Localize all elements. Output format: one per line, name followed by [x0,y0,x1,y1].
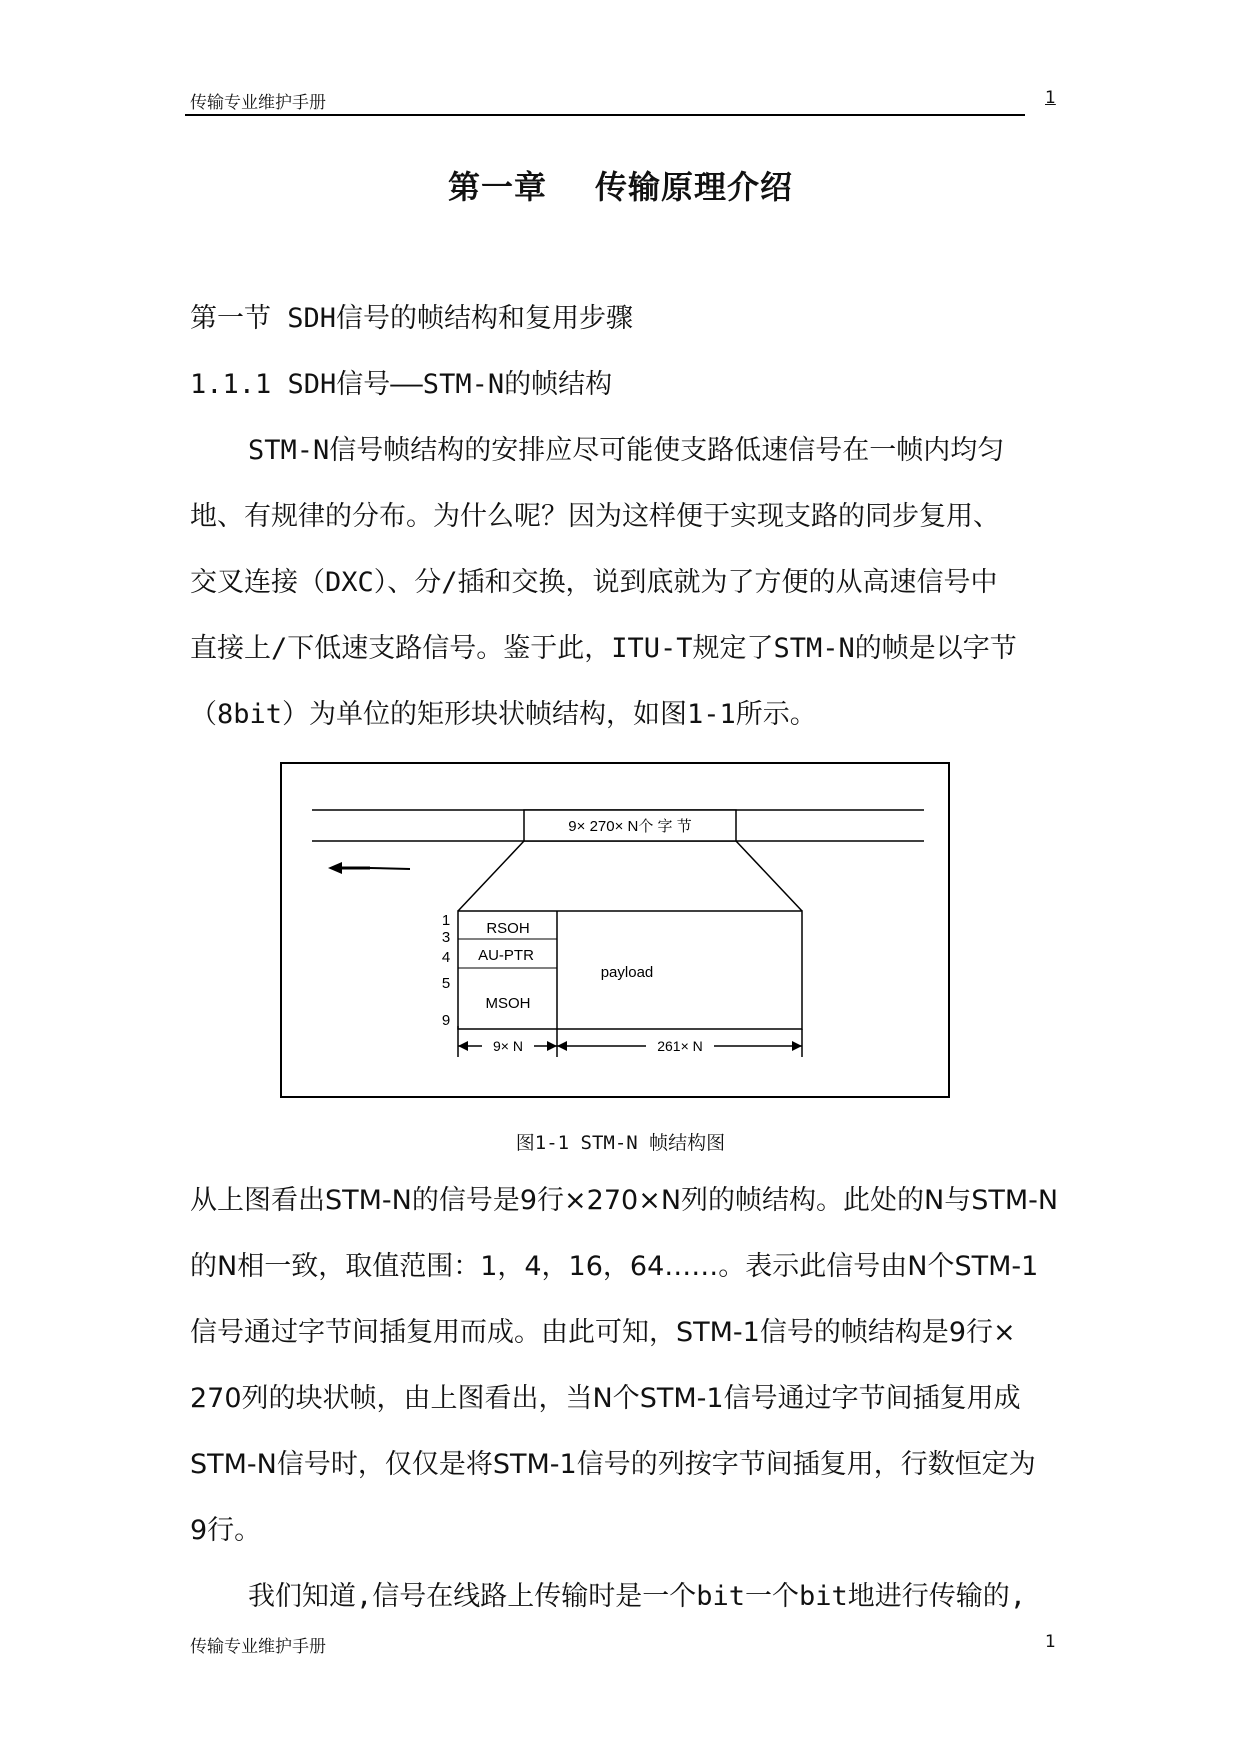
paragraph-line: 我们知道,信号在线路上传输时是一个bit一个bit地进行传输的, [248,1581,1027,1612]
expansion-line-left [458,841,524,911]
chapter-name: 传输原理介绍 [595,168,794,206]
header-rule [185,114,1025,116]
section-title: 第一节 SDH信号的帧结构和复用步骤 [190,303,634,334]
direction-arrow-head [328,862,342,874]
frame-structure-diagram [282,764,948,1096]
frame-structure-figure [280,762,950,1098]
header-page-number: 1 [1045,88,1056,108]
row-number: 5 [441,975,451,992]
direction-arrow-tail [370,868,410,869]
dim-arrow [792,1041,802,1051]
paragraph-line: 地、有规律的分布。为什么呢？因为这样便于实现支路的同步复用、 [190,501,1000,532]
paragraph-line: STM-N信号帧结构的安排应尽可能使支路低速信号在一帧内均匀 [248,435,1005,466]
msoh-label: MSOH [485,995,531,1012]
row-number: 1 [441,912,451,929]
auptr-label: AU-PTR [478,947,534,964]
dim-arrow [557,1041,567,1051]
paragraph-line: 直接上/下低速支路信号。鉴于此，ITU-T规定了STM-N的帧是以字节 [190,633,1017,664]
payload-label: payload [600,964,654,981]
paragraph-line: 9行。 [190,1515,262,1546]
rsoh-label: RSOH [486,920,530,937]
dim-left-label: 9× N [493,1038,523,1054]
paragraph-line: 交叉连接（DXC）、分/插和交换，说到底就为了方便的从高速信号中 [190,567,998,598]
frame-length-label: 9× 270× N个 字 节 [568,818,692,835]
dim-arrow [547,1041,557,1051]
paragraph-line: 270列的块状帧，由上图看出，当N个STM-1信号通过字节间插复用成 [190,1383,1021,1414]
row-number: 9 [441,1012,451,1029]
subsection-title: 1.1.1 SDH信号——STM-N的帧结构 [190,369,613,400]
header-title: 传输专业维护手册 [190,93,326,113]
expansion-line-right [736,841,802,911]
chapter-title [0,162,1241,208]
dim-right-label: 261× N [657,1038,703,1054]
figure-caption: 图1-1 STM-N 帧结构图 [515,1132,726,1154]
dim-arrow [458,1041,468,1051]
paragraph-line: STM-N信号时，仅仅是将STM-1信号的列按字节间插复用，行数恒定为 [190,1449,1036,1480]
footer-page-number: 1 [1045,1632,1056,1652]
paragraph-line: 的N相一致，取值范围：1，4，16，64……。表示此信号由N个STM-1 [190,1251,1039,1282]
chapter-prefix: 第一章 [447,168,547,206]
row-number: 3 [441,929,451,946]
paragraph-line: 从上图看出STM-N的信号是9行×270×N列的帧结构。此处的N与STM-N [190,1185,1059,1216]
paragraph-line: （8bit）为单位的矩形块状帧结构，如图1-1所示。 [190,699,817,730]
row-number: 4 [441,949,451,966]
footer-title: 传输专业维护手册 [190,1637,326,1657]
paragraph-line: 信号通过字节间插复用而成。由此可知，STM-1信号的帧结构是9行× [190,1317,1016,1348]
